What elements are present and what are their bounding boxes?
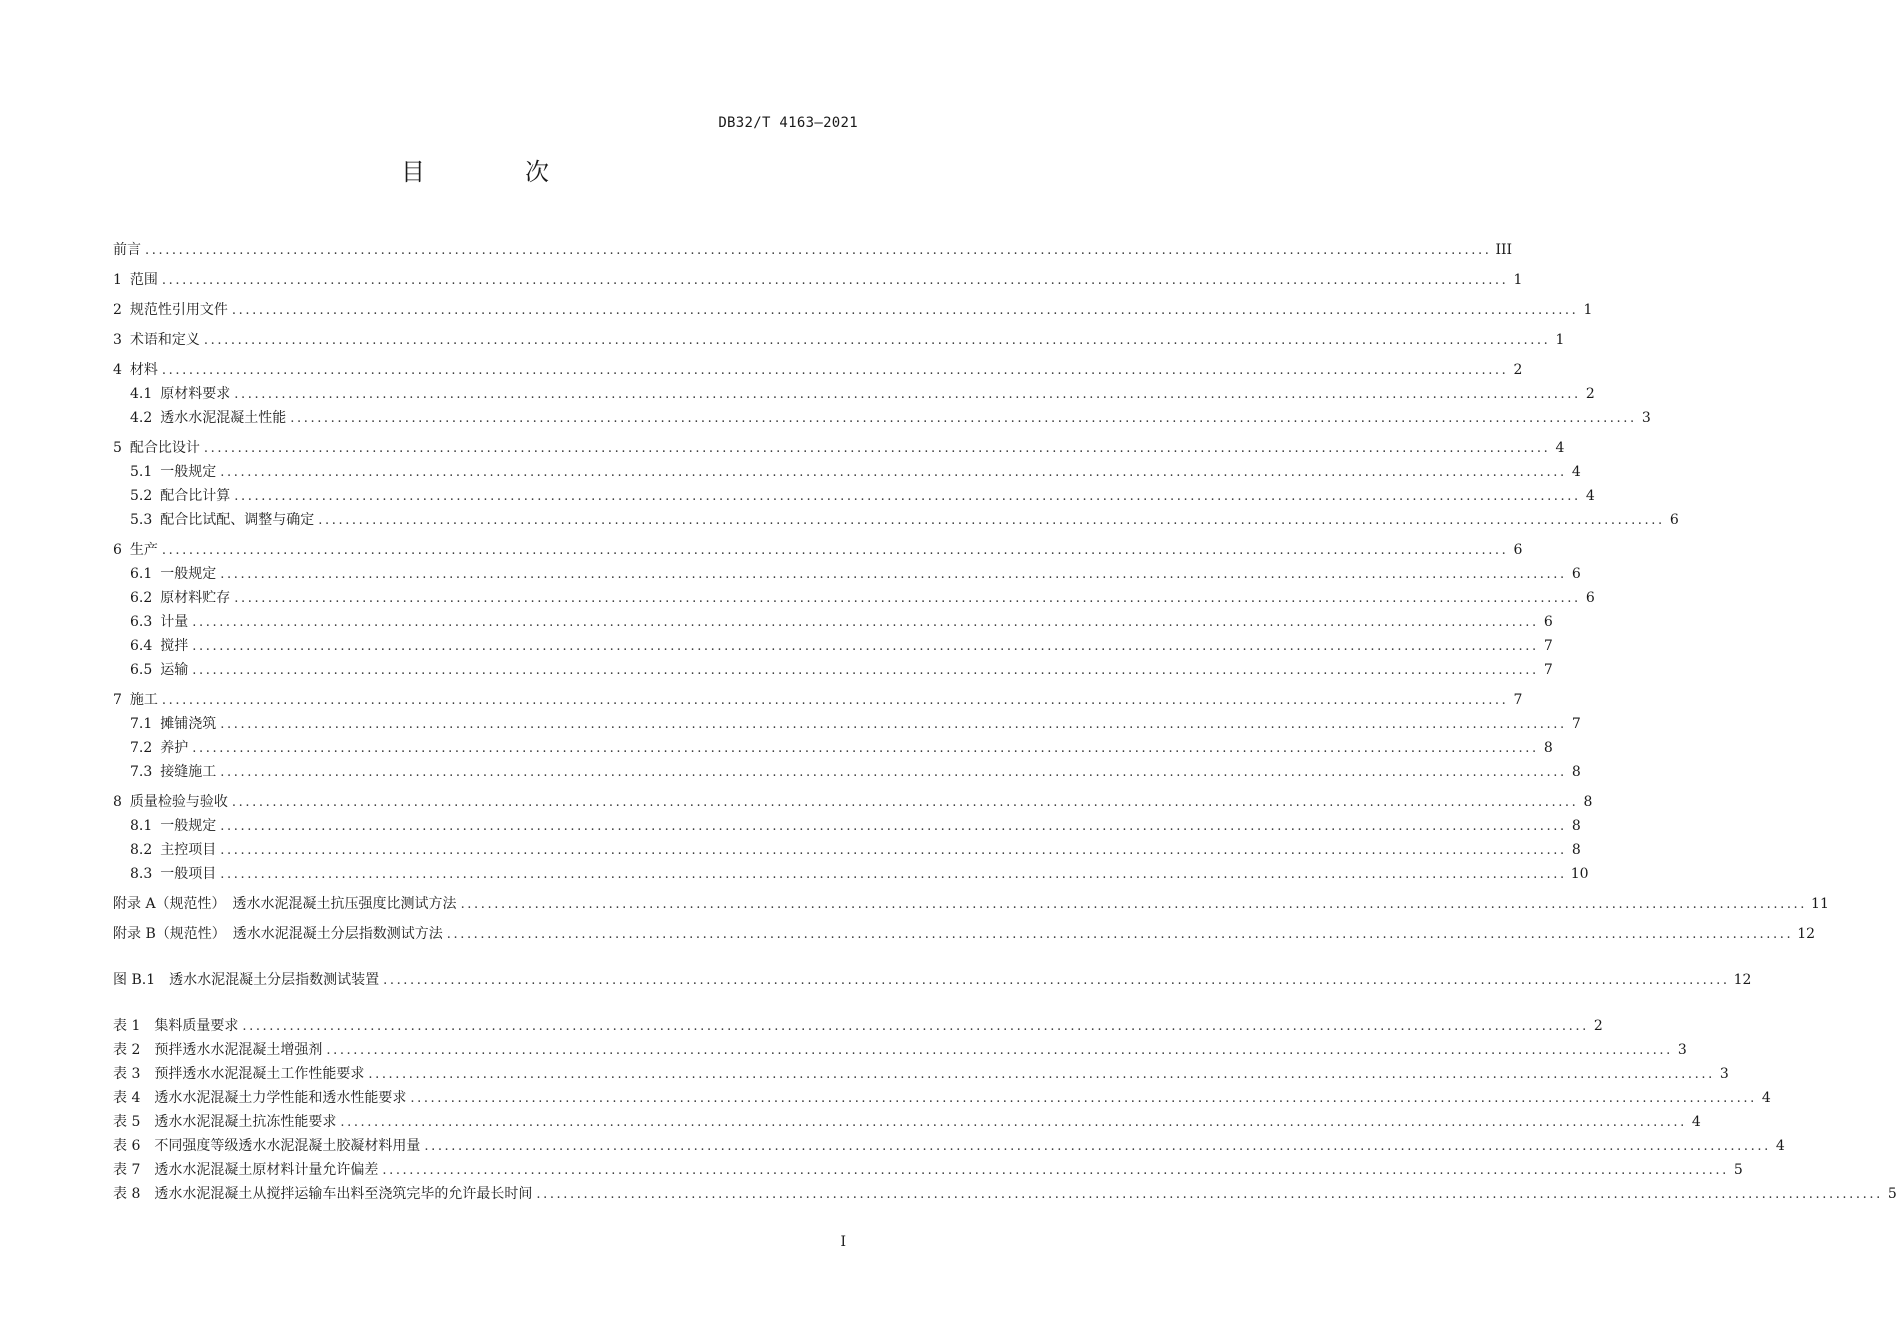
toc-entry[interactable] [113,814,1581,838]
toc-entry-label: 施工 [129,692,158,708]
toc-dot-leader: ........................................................................................................................................................................................................ [326,1043,1673,1058]
toc-dot-leader: ........................................................................................................................................................................................................ [220,867,1567,882]
toc-dot-leader: ........................................................................................................................................................................................................ [220,843,1567,858]
toc-entry-label: 摊铺浇筑 [160,716,217,732]
toc-entry-label: 图 B.1 透水水泥混凝土分层指数测试装置 [113,972,380,988]
toc-entry-page: 4 [1585,488,1595,504]
toc-entry-label: 一般项目 [160,866,217,882]
toc-entry-label: 材料 [129,362,158,378]
toc-entry-page: 12 [1733,972,1752,988]
toc-entry-label: 配合比计算 [160,488,231,504]
toc-dot-leader: ........................................................................................................................................................................................................ [383,973,1730,988]
toc-dot-leader: ........................................................................................................................................................................................................ [220,567,1567,582]
toc-entry[interactable] [113,790,1593,814]
toc-dot-leader: ........................................................................................................................................................................................................ [234,591,1581,606]
toc-entry-title [113,688,158,712]
toc-entry-label: 配合比试配、调整与确定 [160,512,315,528]
toc-dot-leader: ........................................................................................................................................................................................................ [220,465,1567,480]
toc-dot-leader: ........................................................................................................................................................................................................ [231,303,1579,318]
toc-entry-title [130,862,216,886]
toc-entry[interactable] [113,328,1565,352]
toc-entry-page: 6 [1585,590,1595,606]
toc-entry-number: 1 [113,272,122,288]
toc-entry-label: 表 8 透水水泥混凝土从搅拌运输车出料至浇筑完毕的允许最长时间 [113,1186,533,1202]
toc-dot-leader: ........................................................................................................................................................................................................ [203,333,1551,348]
toc-entry[interactable] [113,658,1553,682]
toc-entry-label: 术语和定义 [129,332,200,348]
toc-entry[interactable] [113,1134,1785,1158]
toc-entry-label: 表 2 预拌透水水泥混凝土增强剂 [113,1042,323,1058]
toc-entry[interactable] [113,892,1829,916]
toc-dot-leader: ........................................................................................................................................................................................................ [220,717,1567,732]
toc-entry[interactable] [113,562,1581,586]
toc-entry-number: 7.3 [130,764,153,780]
toc-entry-number: 6.4 [130,638,153,654]
toc-entry-page: 4 [1761,1090,1771,1106]
toc-entry-title [113,298,228,322]
toc-entry-label: 一般规定 [160,818,217,834]
toc-entry-label: 接缝施工 [160,764,217,780]
toc-entry-title [130,712,216,736]
toc-entry-page: 2 [1513,362,1523,378]
toc-entry-number: 6.3 [130,614,153,630]
toc-entry-label: 附录 B（规范性） 透水水泥混凝土分层指数测试方法 [113,926,443,942]
toc-entry-title [113,1134,420,1158]
toc-dot-leader: ........................................................................................................................................................................................................ [410,1091,1757,1106]
toc-entry-number: 6.2 [130,590,153,606]
toc-entry-number: 5 [113,440,122,456]
toc-entry-page: 4 [1555,440,1565,456]
toc-entry-title [113,358,158,382]
toc-entry-page: 3 [1719,1066,1729,1082]
toc-entry-page: 8 [1571,764,1581,780]
toc-entry-number: 6.1 [130,566,153,582]
toc-entry[interactable] [113,968,1752,992]
toc-entry-label: 养护 [160,740,189,756]
toc-entry-title [130,460,216,484]
toc-entry[interactable] [113,268,1523,292]
toc-entry-page: 8 [1543,740,1553,756]
toc-entry[interactable] [113,1014,1603,1038]
toc-entry-number: 8.1 [130,818,153,834]
toc-entry-title [113,1062,364,1086]
toc-entry-label: 质量检验与验收 [129,794,228,810]
toc-entry-number: 4.2 [130,410,153,426]
toc-entry-page: 1 [1583,302,1593,318]
toc-entry[interactable] [113,922,1816,946]
toc-entry-title [113,968,379,992]
toc-entry-title [130,610,188,634]
toc-entry-title [130,838,216,862]
toc-dot-leader: ........................................................................................................................................................................................................ [424,1139,1771,1154]
toc-entry[interactable] [113,508,1679,532]
toc-entry[interactable] [113,586,1595,610]
toc-dot-leader: ........................................................................................................................................................................................................ [536,1187,1883,1202]
toc-entry[interactable] [113,1110,1701,1134]
toc-entry-label: 一般规定 [160,566,217,582]
toc-entry[interactable] [113,358,1523,382]
toc-entry[interactable] [113,736,1553,760]
toc-entry[interactable] [113,1182,1897,1206]
toc-entry-page: 6 [1571,566,1581,582]
toc-entry-page: 8 [1583,794,1593,810]
toc-entry-label: 规范性引用文件 [129,302,228,318]
toc-entry-label: 表 3 预拌透水水泥混凝土工作性能要求 [113,1066,365,1082]
toc-entry[interactable] [113,382,1595,406]
table-of-contents [113,238,1897,1206]
toc-dot-leader: ........................................................................................................................................................................................................ [145,243,1492,258]
toc-entry[interactable] [113,712,1581,736]
toc-entry-label: 搅拌 [160,638,189,654]
toc-entry-number: 3 [113,332,122,348]
toc-entry-label: 透水水泥混凝土性能 [160,410,287,426]
toc-dot-leader: ........................................................................................................................................................................................................ [192,741,1539,756]
toc-entry-title [113,1038,322,1062]
toc-entry-page: 2 [1593,1018,1603,1034]
toc-entry[interactable] [113,460,1581,484]
toc-entry-title [130,508,314,532]
toc-dot-leader: ........................................................................................................................................................................................................ [290,411,1637,426]
toc-entry-page: 4 [1571,464,1581,480]
toc-entry-number: 5.2 [130,488,153,504]
toc-entry[interactable] [113,1062,1729,1086]
toc-entry-label: 前言 [113,242,141,258]
toc-entry-label: 配合比设计 [129,440,200,456]
toc-entry-number: 7.2 [130,740,153,756]
toc-entry[interactable] [113,862,1589,886]
toc-entry-label: 原材料要求 [160,386,231,402]
toc-entry[interactable] [113,538,1523,562]
toc-dot-leader: ........................................................................................................................................................................................................ [161,363,1509,378]
toc-entry-title [113,328,200,352]
toc-entry-title [113,1014,238,1038]
toc-entry-number: 7.1 [130,716,153,732]
toc-entry[interactable] [113,688,1523,712]
toc-entry[interactable] [113,760,1581,784]
toc-entry-label: 主控项目 [160,842,217,858]
toc-entry-title [113,790,228,814]
toc-entry-page: 7 [1543,662,1553,678]
toc-entry-number: 2 [113,302,122,318]
toc-dot-leader: ........................................................................................................................................................................................................ [161,273,1509,288]
toc-entry-number: 7 [113,692,122,708]
toc-entry-label: 表 6 不同强度等级透水水泥混凝土胶凝材料用量 [113,1138,421,1154]
toc-entry-title [113,1086,406,1110]
toc-entry-label: 生产 [129,542,158,558]
toc-entry[interactable] [113,406,1651,430]
toc-entry-title [130,658,188,682]
toc-dot-leader: ........................................................................................................................................................................................................ [231,795,1579,810]
toc-entry-number: 8.2 [130,842,153,858]
toc-dot-leader: ........................................................................................................................................................................................................ [203,441,1551,456]
toc-entry-page: 7 [1543,638,1553,654]
toc-dot-leader: ........................................................................................................................................................................................................ [382,1163,1729,1178]
toc-entry-title [113,892,457,916]
toc-entry-label: 附录 A（规范性） 透水水泥混凝土抗压强度比测试方法 [113,896,457,912]
toc-entry-title [113,922,443,946]
toc-entry[interactable] [113,238,1513,262]
toc-entry-label: 表 5 透水水泥混凝土抗冻性能要求 [113,1114,337,1130]
toc-entry-number: 6.5 [130,662,153,678]
toc-entry-page: 2 [1585,386,1595,402]
toc-entry-title [130,586,230,610]
toc-entry[interactable] [113,1086,1771,1110]
toc-dot-leader: ........................................................................................................................................................................................................ [318,513,1665,528]
toc-dot-leader: ........................................................................................................................................................................................................ [234,387,1581,402]
toc-entry-title [130,562,216,586]
toc-entry[interactable] [113,1038,1687,1062]
toc-entry-number: 4.1 [130,386,153,402]
toc-entry-label: 一般规定 [160,464,217,480]
toc-entry-page: 1 [1555,332,1565,348]
toc-entry[interactable] [113,1158,1743,1182]
toc-entry[interactable] [113,838,1581,862]
toc-entry-page: 4 [1775,1138,1785,1154]
toc-entry-title [113,1182,532,1206]
toc-entry-title [113,1158,378,1182]
toc-entry-page: 7 [1571,716,1581,732]
toc-entry-title [130,634,188,658]
toc-entry-page: 5 [1733,1162,1743,1178]
toc-entry-page: 1 [1513,272,1523,288]
toc-dot-leader: ........................................................................................................................................................................................................ [460,897,1808,912]
toc-entry-title [130,736,188,760]
toc-entry-page: 8 [1571,842,1581,858]
toc-spacer [113,946,859,968]
toc-entry-page: III [1495,242,1513,258]
toc-entry-number: 4 [113,362,122,378]
toc-dot-leader: ........................................................................................................................................................................................................ [192,639,1539,654]
toc-entry-page: 7 [1513,692,1523,708]
toc-entry-label: 表 4 透水水泥混凝土力学性能和透水性能要求 [113,1090,407,1106]
page-title: 目 次 [401,158,587,186]
toc-entry-page: 12 [1797,926,1816,942]
toc-entry-number: 8.3 [130,866,153,882]
toc-entry-label: 运输 [160,662,189,678]
toc-entry-page: 11 [1811,896,1829,912]
toc-entry-label: 表 1 集料质量要求 [113,1018,239,1034]
toc-entry-title [113,238,141,262]
toc-dot-leader: ........................................................................................................................................................................................................ [220,819,1567,834]
toc-entry-number: 6 [113,542,122,558]
toc-entry-page: 3 [1677,1042,1687,1058]
toc-entry-page: 3 [1641,410,1651,426]
toc-entry-title [130,814,216,838]
toc-entry-number: 8 [113,794,122,810]
toc-dot-leader: ........................................................................................................................................................................................................ [340,1115,1687,1130]
toc-entry[interactable] [113,484,1595,508]
standard-code: DB32/T 4163—2021 [718,115,858,131]
toc-entry-page: 5 [1887,1186,1897,1202]
toc-dot-leader: ........................................................................................................................................................................................................ [161,693,1509,708]
toc-entry[interactable] [113,634,1553,658]
toc-entry-page: 6 [1513,542,1523,558]
toc-entry-title [113,538,158,562]
toc-entry-title [113,268,158,292]
page-number: I [840,1234,846,1250]
toc-entry-page: 6 [1543,614,1553,630]
toc-entry-title [113,1110,336,1134]
toc-dot-leader: ........................................................................................................................................................................................................ [368,1067,1715,1082]
toc-dot-leader: ........................................................................................................................................................................................................ [192,615,1539,630]
toc-entry-title [130,484,230,508]
toc-entry[interactable] [113,610,1553,634]
toc-dot-leader: ........................................................................................................................................................................................................ [446,927,1794,942]
toc-spacer [113,992,859,1014]
toc-dot-leader: ........................................................................................................................................................................................................ [220,765,1567,780]
toc-entry-number: 5.1 [130,464,153,480]
toc-dot-leader: ........................................................................................................................................................................................................ [192,663,1539,678]
toc-entry-page: 6 [1669,512,1679,528]
toc-entry-number: 5.3 [130,512,153,528]
toc-entry-title [113,436,200,460]
toc-entry-label: 原材料贮存 [160,590,231,606]
toc-entry-label: 计量 [160,614,189,630]
toc-entry-label: 范围 [129,272,158,288]
toc-entry-page: 10 [1570,866,1589,882]
toc-entry[interactable] [113,298,1593,322]
toc-entry-label: 表 7 透水水泥混凝土原材料计量允许偏差 [113,1162,379,1178]
toc-dot-leader: ........................................................................................................................................................................................................ [161,543,1509,558]
toc-dot-leader: ........................................................................................................................................................................................................ [234,489,1581,504]
toc-entry-title [130,382,230,406]
toc-entry-title [130,760,216,784]
toc-entry-title [130,406,286,430]
toc-entry-page: 8 [1571,818,1581,834]
toc-entry-page: 4 [1691,1114,1701,1130]
toc-entry[interactable] [113,436,1565,460]
toc-dot-leader: ........................................................................................................................................................................................................ [242,1019,1589,1034]
